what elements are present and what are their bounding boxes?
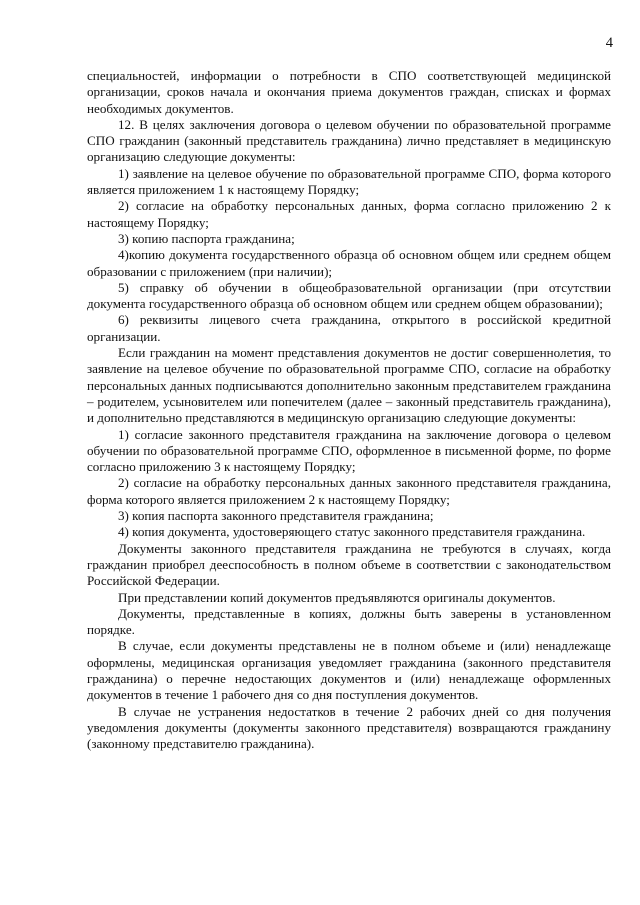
list-item: 5) справку об обучении в общеобразовательной организации (при отсутствии документа государственного образца об основном общем или среднем общем образовании); xyxy=(87,279,611,312)
list-item: 3) копию паспорта гражданина; xyxy=(118,230,295,246)
list-item: 3) копия паспорта законного представителя гражданина; xyxy=(118,508,434,524)
paragraph: В случае, если документы представлены не в полном объеме и (или) ненадлежаще оформлены, медицинская организация уведомляет гражданина (законного представителя гражданина) о перечне недостающих документов и (или) ненадлежаще оформленных документов в течение 1 рабочего дня со дня поступления документов. xyxy=(87,638,611,703)
page-number: 4 xyxy=(605,35,613,51)
paragraph: При представлении копий документов предъявляются оригиналы документов. xyxy=(118,589,556,605)
document-body xyxy=(87,68,611,752)
list-item: 2) согласие на обработку персональных данных законного представителя гражданина, форма которого является приложением 2 к настоящему Порядку; xyxy=(87,475,611,507)
list-item: 6) реквизиты лицевого счета гражданина, открытого в российской кредитной организации. xyxy=(87,312,611,344)
paragraph: В случае не устранения недостатков в течение 2 рабочих дней со дня получения уведомления документы (документы законного представителя) возвращаются гражданину (законному представителю гражданина). xyxy=(87,703,611,752)
list-item: 2) согласие на обработку персональных данных, форма согласно приложению 2 к настоящему Порядку; xyxy=(87,198,611,230)
paragraph: Документы, представленные в копиях, должны быть заверены в установленном порядке. xyxy=(87,605,611,638)
paragraph: специальностей, информации о потребности в СПО соответствующей медицинской организации, сроков начала и окончания приема документов граждан, списках и формах необходимых документов. xyxy=(87,68,611,116)
list-item: 4) копия документа, удостоверяющего статус законного представителя гражданина. xyxy=(118,524,586,540)
list-item: 4)копию документа государственного образца об основном общем или среднем общем образовании с приложением (при наличии); xyxy=(87,247,611,279)
list-item: 1) согласие законного представителя гражданина на заключение договора о целевом обучении по образовательной программе СПО, оформленное в письменной форме, по форме согласно приложению 3 к настоящему Порядку; xyxy=(87,426,611,475)
paragraph: 12. В целях заключения договора о целевом обучении по образовательной программе СПО гражданин (законный представитель гражданина) лично представляет в медицинскую организацию следующие документы: xyxy=(87,116,611,165)
paragraph: Документы законного представителя гражданина не требуются в случаях, когда гражданин приобрел дееспособность в полном объеме в соответствии с законодательством Российской Федерации. xyxy=(87,540,611,589)
list-item: 1) заявление на целевое обучение по образовательной программе СПО, форма которого является приложением 1 к настоящему Порядку; xyxy=(87,165,611,198)
paragraph: Если гражданин на момент представления документов не достиг совершеннолетия, то заявление на целевое обучение по образовательной программе СПО, согласие на обработку персональных данных подписываются дополнительно законным представителем гражданина – родителем, усыновителем или попечителем (далее – законный представитель гражданина), и дополнительно представляются в медицинскую организацию следующие документы: xyxy=(87,345,611,426)
